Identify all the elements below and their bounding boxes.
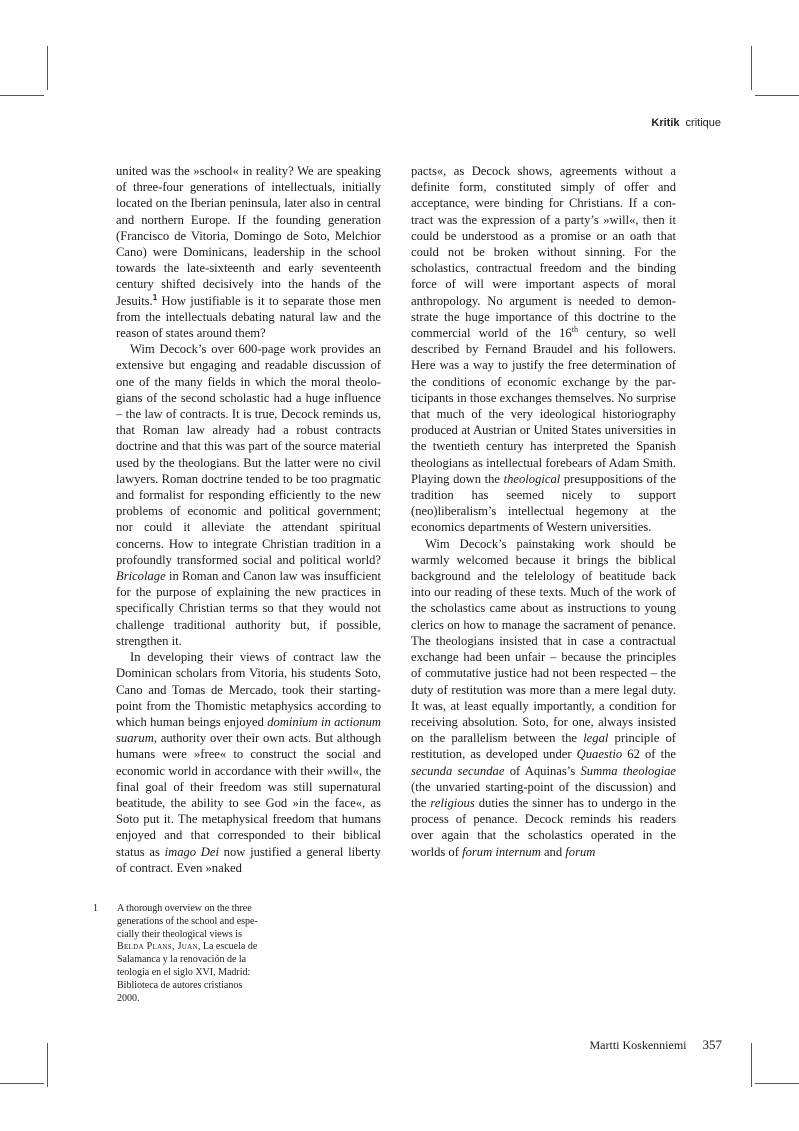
running-head (651, 117, 721, 129)
crop-mark (755, 1083, 799, 1084)
crop-mark (47, 46, 48, 90)
crop-mark (751, 46, 752, 90)
footnote-reference[interactable]: 1 (152, 292, 158, 302)
paragraph: pacts«, as Decock shows, agreements without a definite form, constituted simply of offer and acceptance, were binding for Christians. If a contract was the expression of a party’s »will«, then it could be understood as a promise or an oath that could not be broken without sinning. For the scholastics, contractual freedom and the binding force of will were important aspects of moral anthropology. No argument is needed to demonstrate the huge importance of this doctrine to the commercial world of the 16th century, so well described by Fernand Braudel and his followers. Here was a way to justify the free determination of the conditions of economic exchange by the participants in those exchanges themselves. No surprise that much of the very ideological historiography produced at Austrian or United States universities in the twentieth century has interpreted the Spanish theologians as intellectual forebears of Adam Smith. Playing down the theological presuppositions of the tradition has seemed nicely to support (neo)liberalism’s intellectual hegemony at the economics departments of Western universities. (411, 164, 676, 535)
paragraph: Wim Decock’s painstaking work should be warmly welcomed because it brings the biblical background and the telelology of beatitude back into our reading of these texts. Much of the work of the scholastics came about as instructions to young clerics on how to manage the sacrament of penance. The theologians insisted that in case a contractual exchange had been unfair – because the principles of commutative justice had not been respected – the duty of restitution was more than a mere legal duty. It was, at least equally importantly, a condition for receiving absolution. Soto, for one, always insisted on the parallelism between the legal principle of restitution, as developed under Quaestio 62 of the secunda secundae of Aquinas’s Summa theologiae (the unvaried starting-point of the discussion) and the religious duties the sinner has to undergo in the process of penance. Decock reminds his readers over again that the scholastics operated in the worlds of forum internum and forum (411, 536, 676, 859)
crop-mark (751, 1043, 752, 1087)
section-label-bold: Kritik (651, 117, 680, 129)
crop-mark (755, 95, 799, 96)
footnote-text: A thorough overview on the three generations of the school and especially their theological views is Belda Plans, Juan, La escuela de Salamanca y la renovación de la teologia en el siglo XVI, Madrid: Biblioteca de autores cristianos 2000. (117, 903, 258, 1004)
author-name: Martti Koskenniemi (589, 1038, 687, 1052)
crop-mark (0, 1083, 44, 1084)
footnote (93, 903, 263, 1005)
section-label: critique (685, 117, 721, 129)
crop-mark (0, 95, 44, 96)
paragraph: united was the »school« in reality? We are speaking of three-four generations of intellectuals, initially located on the Iberian peninsula, later also in central and northern Europe. If the founding generation (Francisco de Vitoria, Domingo de Soto, Melchior Cano) were Dominicans, leadership in the school towards the late-sixteenth and early seventeenth century shifted decisively into the hands of the Jesuits.$^1$ How justifiable is it to separate those men from the intellectuals debating natural law and the reason of states around them? (116, 164, 381, 341)
paragraph: In developing their views of contract law the Dominican scholars from Vitoria, his students Soto, Cano and Tomas de Mercado, took their starting-point from the Thomistic metaphysics according to which human beings enjoyed dominium in actionum suarum, authority over their own acts. But although humans were »free« to construct the social and economic world in accordance with their »will«, the final goal of their freedom was still supernatural beatitude, the ability to see God »in the face«, as Soto put it. The metaphysical freedom that humans enjoyed and that corresponded to their biblical status as imago Dei now justified a general liberty of contract. Even »naked (116, 650, 381, 875)
paragraph: Wim Decock’s over 600-page work provides an extensive but engaging and readable discussion of one of the many fields in which the moral theologians of the second scholastic had a huge influence – the law of contracts. It is true, Decock reminds us, that Roman law already had a robust contracts doctrine and that this was part of the source material used by the theologians. But the latter were no civil lawyers. Roman doctrine tended to be too pragmatic and formalist for responding efficiently to the new problems of economic and political government; nor could it alleviate the attendant spiritual concerns. How to integrate Christian tradition in a profoundly transformed social and political world? Bricolage in Roman and Canon law was insufficient for the purpose of explaining the new practices in specifically Christian terms so that they would not challenge traditional authority but, if possible, strengthen it. (116, 342, 381, 648)
right-column (411, 163, 676, 860)
left-column (116, 163, 381, 876)
footnote-number: 1 (93, 903, 98, 914)
crop-mark (47, 1043, 48, 1087)
page-number: 357 (702, 1037, 722, 1052)
page-footer (590, 1037, 722, 1053)
